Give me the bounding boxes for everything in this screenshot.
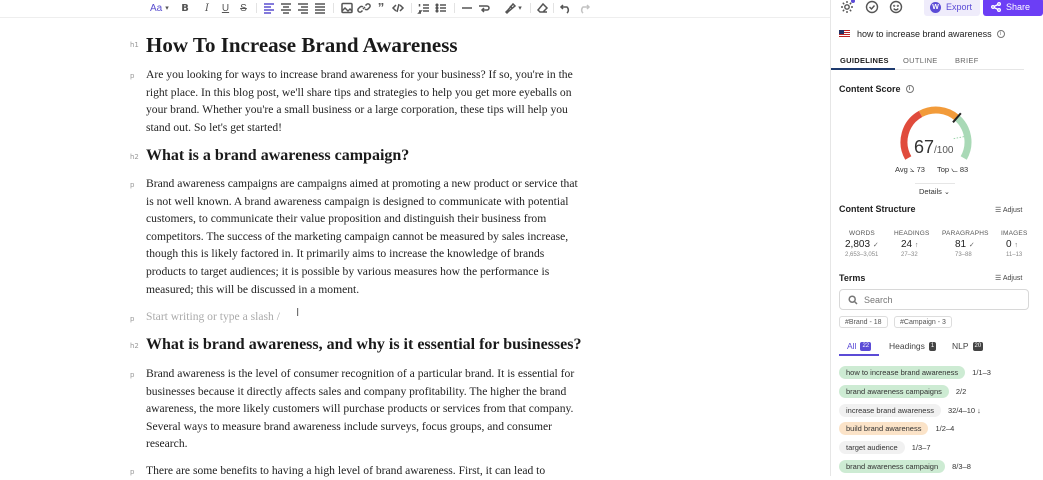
avg-arrow-icon: ⦣ bbox=[909, 165, 915, 174]
info-icon[interactable]: i bbox=[906, 85, 914, 93]
filter-tab-headings[interactable] bbox=[889, 341, 936, 351]
paragraph-line: research. bbox=[146, 437, 188, 451]
redo-icon bbox=[578, 2, 590, 14]
image-icon bbox=[341, 2, 353, 14]
paragraph-line: There are some benefits to having a high level of brand awareness. First, it can lead to bbox=[146, 464, 546, 477]
tab-brief[interactable]: BRIEF bbox=[955, 56, 979, 65]
horizontal-rule-icon bbox=[461, 2, 473, 14]
gauge-segment-high bbox=[957, 118, 968, 158]
code-button[interactable] bbox=[392, 1, 404, 15]
bullet-list-icon bbox=[435, 2, 447, 14]
metric-images-label: IMAGES bbox=[1001, 230, 1028, 237]
words-value-text: 2,803 bbox=[845, 239, 871, 250]
paragraph-line: Brand awareness is the level of consumer recognition of a particular brand. It is essential for bbox=[146, 367, 575, 380]
adjust-label: Adjust bbox=[1002, 207, 1023, 214]
keyword-text: how to increase brand awareness bbox=[857, 29, 992, 39]
avg-value: 73 bbox=[916, 165, 925, 174]
undo-icon bbox=[560, 2, 572, 14]
term-count: 1/1–3 bbox=[972, 368, 991, 377]
sliders-icon: ☰ bbox=[995, 207, 1002, 214]
paragraph-line: your brand. Whether you're a small business or a large corporation, these tips will help you bbox=[146, 103, 568, 117]
toolbar-divider bbox=[553, 3, 554, 13]
align-left-button[interactable] bbox=[263, 1, 275, 15]
align-left-icon bbox=[263, 2, 275, 14]
paragraph-line: is not well known. A brand awareness campaign is designed to communicate with potential bbox=[146, 194, 569, 208]
italic-label: I bbox=[205, 2, 209, 14]
paragraph-line: Brand awareness campaigns are campaigns aimed at promoting a new product or service that bbox=[146, 177, 578, 190]
paragraph-line: businesses because it directly affects sales and company profitability. The higher the brand bbox=[146, 384, 567, 398]
tab-guidelines[interactable]: GUIDELINES bbox=[840, 56, 889, 65]
editor-canvas[interactable] bbox=[0, 17, 830, 476]
topic-chip-campaign[interactable]: #Campaign - 3 bbox=[894, 316, 952, 328]
paragraph-line: customers, to communicate their value proposition and distinguish their business from bbox=[146, 212, 547, 226]
block-tag-h1: h1 bbox=[130, 41, 139, 49]
top-label: Top bbox=[936, 165, 950, 174]
arrow-up-icon: ↑ bbox=[1014, 242, 1018, 249]
editor-toolbar bbox=[0, 0, 830, 17]
filter-count-badge: 22 bbox=[862, 343, 870, 349]
insert-image-button[interactable] bbox=[341, 1, 353, 15]
avg-top-row bbox=[895, 165, 968, 175]
details-toggle[interactable] bbox=[915, 183, 955, 196]
term-pill: how to increase brand awareness bbox=[839, 366, 965, 379]
highlighter-icon bbox=[504, 2, 516, 14]
code-icon bbox=[392, 2, 404, 14]
align-justify-icon bbox=[314, 2, 326, 14]
block-tag-p: p bbox=[130, 468, 135, 476]
numbered-list-icon bbox=[418, 2, 430, 14]
toolbar-divider bbox=[333, 3, 334, 13]
hard-break-button[interactable] bbox=[478, 1, 490, 15]
block-tag-p: p bbox=[130, 315, 135, 323]
metric-paragraphs-label: PARAGRAPHS bbox=[942, 230, 989, 237]
align-justify-button[interactable] bbox=[314, 1, 326, 15]
paragraph-line: Are you looking for ways to increase brand awareness for your business? If so, you're in the bbox=[146, 68, 573, 81]
adjust-structure-button[interactable] bbox=[995, 206, 1022, 214]
term-pill: target audience bbox=[839, 441, 905, 454]
share-label: Share bbox=[1006, 2, 1031, 12]
underline-button[interactable] bbox=[221, 1, 230, 15]
terms-title: Terms bbox=[839, 273, 866, 283]
notification-dot bbox=[851, 0, 855, 3]
term-count: 1/2–4 bbox=[935, 424, 955, 433]
link-icon bbox=[358, 2, 370, 14]
quote-icon: ” bbox=[377, 0, 385, 15]
term-pill: increase brand awareness bbox=[839, 404, 941, 417]
sliders-icon: ☰ bbox=[995, 275, 1002, 282]
bold-label: B bbox=[181, 2, 189, 14]
highlight-dropdown[interactable] bbox=[502, 1, 524, 15]
paragraph[interactable] bbox=[146, 365, 574, 453]
block-tag-h2: h2 bbox=[130, 342, 139, 350]
metric-headings-value bbox=[901, 239, 918, 250]
panel-tabs bbox=[831, 50, 1024, 70]
check-icon: ✓ bbox=[872, 242, 879, 249]
adjust-terms-button[interactable] bbox=[995, 274, 1022, 282]
blockquote-button[interactable] bbox=[375, 1, 387, 15]
filter-count-badge: 20 bbox=[974, 343, 982, 349]
text-cursor-icon: I bbox=[296, 306, 300, 319]
bold-button[interactable] bbox=[181, 1, 189, 15]
metric-words-value bbox=[845, 239, 879, 250]
align-right-icon bbox=[297, 2, 309, 14]
content-score-value bbox=[914, 137, 954, 158]
term-count: 8/3–8 bbox=[952, 462, 971, 471]
paragraph[interactable] bbox=[146, 462, 545, 480]
filter-tab-label: Headings bbox=[889, 341, 925, 351]
paragraph-line: Several ways to measure brand awareness include surveys, focus groups, and consumer bbox=[146, 419, 552, 433]
content-score-title bbox=[839, 84, 914, 94]
term-item[interactable] bbox=[839, 385, 966, 398]
check-button[interactable] bbox=[865, 0, 879, 14]
term-item[interactable] bbox=[839, 460, 971, 473]
term-pill: brand awareness campaign bbox=[839, 460, 945, 473]
export-label: Export bbox=[946, 2, 973, 12]
check-circle-icon bbox=[865, 0, 879, 14]
paragraph-line: competitors. The success of the marketing campaign cannot be measured by sales increase, bbox=[146, 229, 569, 243]
text-style-label: Aa bbox=[150, 2, 163, 14]
term-count: 32/4–10 ↓ bbox=[947, 406, 981, 415]
horizontal-rule-button[interactable] bbox=[461, 1, 473, 15]
toolbar-divider bbox=[530, 3, 531, 13]
bullet-list-button[interactable] bbox=[435, 1, 447, 15]
adjust-label: Adjust bbox=[1002, 275, 1023, 282]
score-max: /100 bbox=[934, 145, 954, 156]
align-center-button[interactable] bbox=[280, 1, 292, 15]
paragraph-line: awareness, the more likely customers will purchase products or services from that company. bbox=[146, 402, 574, 416]
term-item[interactable] bbox=[839, 441, 931, 454]
block-tag-p: p bbox=[130, 72, 135, 80]
filter-count-badge: 1 bbox=[930, 343, 935, 349]
metric-words-range: 2,653–3,051 bbox=[845, 252, 879, 258]
metric-paragraphs-value bbox=[955, 239, 975, 250]
insert-link-button[interactable] bbox=[358, 1, 370, 15]
term-count: 2/2 bbox=[955, 387, 967, 396]
feedback-button[interactable] bbox=[889, 0, 903, 14]
score-number: 67 bbox=[914, 137, 935, 157]
eraser-icon bbox=[536, 2, 548, 14]
term-item[interactable] bbox=[839, 366, 991, 379]
term-count: 1/3–7 bbox=[911, 443, 931, 452]
smiley-icon bbox=[889, 0, 903, 14]
toolbar-divider bbox=[411, 3, 412, 13]
tab-outline[interactable]: OUTLINE bbox=[903, 56, 938, 65]
search-icon bbox=[848, 295, 858, 305]
share-button[interactable] bbox=[983, 0, 1043, 16]
info-icon[interactable]: i bbox=[997, 30, 1005, 38]
term-pill: brand awareness campaigns bbox=[839, 385, 949, 398]
search-placeholder: Search bbox=[864, 294, 893, 305]
metric-headings-range: 27–32 bbox=[901, 252, 918, 258]
metric-images-value bbox=[1006, 239, 1018, 250]
strikethrough-button[interactable] bbox=[239, 1, 248, 15]
headings-value-text: 24 bbox=[901, 239, 913, 250]
align-center-icon bbox=[280, 2, 292, 14]
metric-images-range: 11–13 bbox=[1006, 252, 1023, 258]
undo-button[interactable] bbox=[560, 1, 572, 15]
content-structure-title: Content Structure bbox=[839, 204, 916, 214]
top-value: 83 bbox=[959, 165, 969, 174]
section-heading[interactable]: What is brand awareness, and why is it essential for businesses? bbox=[146, 336, 582, 353]
gauge-top-marker bbox=[954, 136, 966, 138]
images-value-text: 0 bbox=[1006, 239, 1012, 250]
paragraph[interactable] bbox=[146, 66, 573, 136]
content-score-label: Content Score bbox=[839, 84, 901, 94]
details-label: Details bbox=[919, 187, 942, 196]
block-tag-h2: h2 bbox=[130, 153, 139, 161]
topic-chip-brand[interactable]: #Brand - 18 bbox=[839, 316, 888, 328]
term-item[interactable] bbox=[839, 422, 954, 435]
chevron-down-icon: ▾ bbox=[518, 5, 522, 12]
toolbar-divider bbox=[256, 3, 257, 13]
italic-button[interactable] bbox=[203, 1, 211, 15]
paragraph-line: though this is likely factored in. It primarily aims to increase the knowledge of brands bbox=[146, 247, 545, 261]
gauge-segment-mid bbox=[921, 110, 957, 118]
metric-headings-label: HEADINGS bbox=[894, 230, 930, 237]
underline-label: U bbox=[221, 2, 230, 14]
wordpress-icon: W bbox=[930, 2, 941, 13]
strikethrough-label: S bbox=[240, 2, 247, 14]
section-heading[interactable]: What is a brand awareness campaign? bbox=[146, 147, 410, 164]
text-style-dropdown[interactable] bbox=[150, 1, 169, 15]
target-keyword[interactable] bbox=[839, 29, 1005, 39]
top-arrow-icon: ⦦ bbox=[951, 165, 958, 174]
active-tab-indicator bbox=[831, 68, 895, 70]
avg-label: Avg bbox=[895, 165, 908, 174]
us-flag-icon bbox=[839, 30, 850, 38]
terms-search-input[interactable] bbox=[839, 289, 1029, 310]
arrow-up-icon: ↑ bbox=[914, 242, 919, 249]
block-tag-p: p bbox=[130, 371, 135, 379]
toolbar-divider bbox=[454, 3, 455, 13]
clear-formatting-button[interactable] bbox=[536, 1, 548, 15]
paragraph-line: measured; this will be discussed in a moment. bbox=[146, 282, 360, 296]
check-icon: ✓ bbox=[968, 242, 975, 249]
redo-button[interactable] bbox=[578, 1, 590, 15]
align-right-button[interactable] bbox=[297, 1, 309, 15]
paragraph[interactable] bbox=[146, 175, 578, 298]
paragraphs-value-text: 81 bbox=[955, 239, 967, 250]
share-icon bbox=[991, 2, 1001, 12]
paragraph-line: right place. In this blog post, we'll share tips and strategies to help you get more eyeballs on bbox=[146, 85, 572, 99]
return-icon bbox=[478, 2, 490, 14]
filter-tab-nlp[interactable] bbox=[952, 341, 983, 351]
term-pill: build brand awareness bbox=[839, 422, 928, 435]
filter-tab-label: NLP bbox=[952, 341, 969, 351]
metric-words-label: WORDS bbox=[849, 230, 875, 237]
optimization-panel bbox=[830, 0, 1031, 476]
term-item[interactable] bbox=[839, 404, 981, 417]
chevron-down-icon: ▾ bbox=[165, 5, 169, 12]
article-title[interactable]: How To Increase Brand Awareness bbox=[146, 33, 458, 57]
numbered-list-button[interactable] bbox=[418, 1, 430, 15]
filter-tab-all[interactable] bbox=[847, 341, 871, 351]
chevron-down-icon: ⌄ bbox=[944, 189, 950, 196]
empty-paragraph-placeholder[interactable]: Start writing or type a slash / bbox=[146, 310, 280, 323]
metric-paragraphs-range: 73–88 bbox=[955, 252, 972, 258]
paragraph-line: stand out. So let's get started! bbox=[146, 120, 283, 134]
active-filter-indicator bbox=[839, 354, 879, 356]
filter-tab-label: All bbox=[847, 341, 857, 351]
export-button[interactable] bbox=[924, 0, 980, 16]
block-tag-p: p bbox=[130, 181, 135, 189]
paragraph-line: products to target audiences; it is possible by various measures how the performance is bbox=[146, 264, 550, 278]
